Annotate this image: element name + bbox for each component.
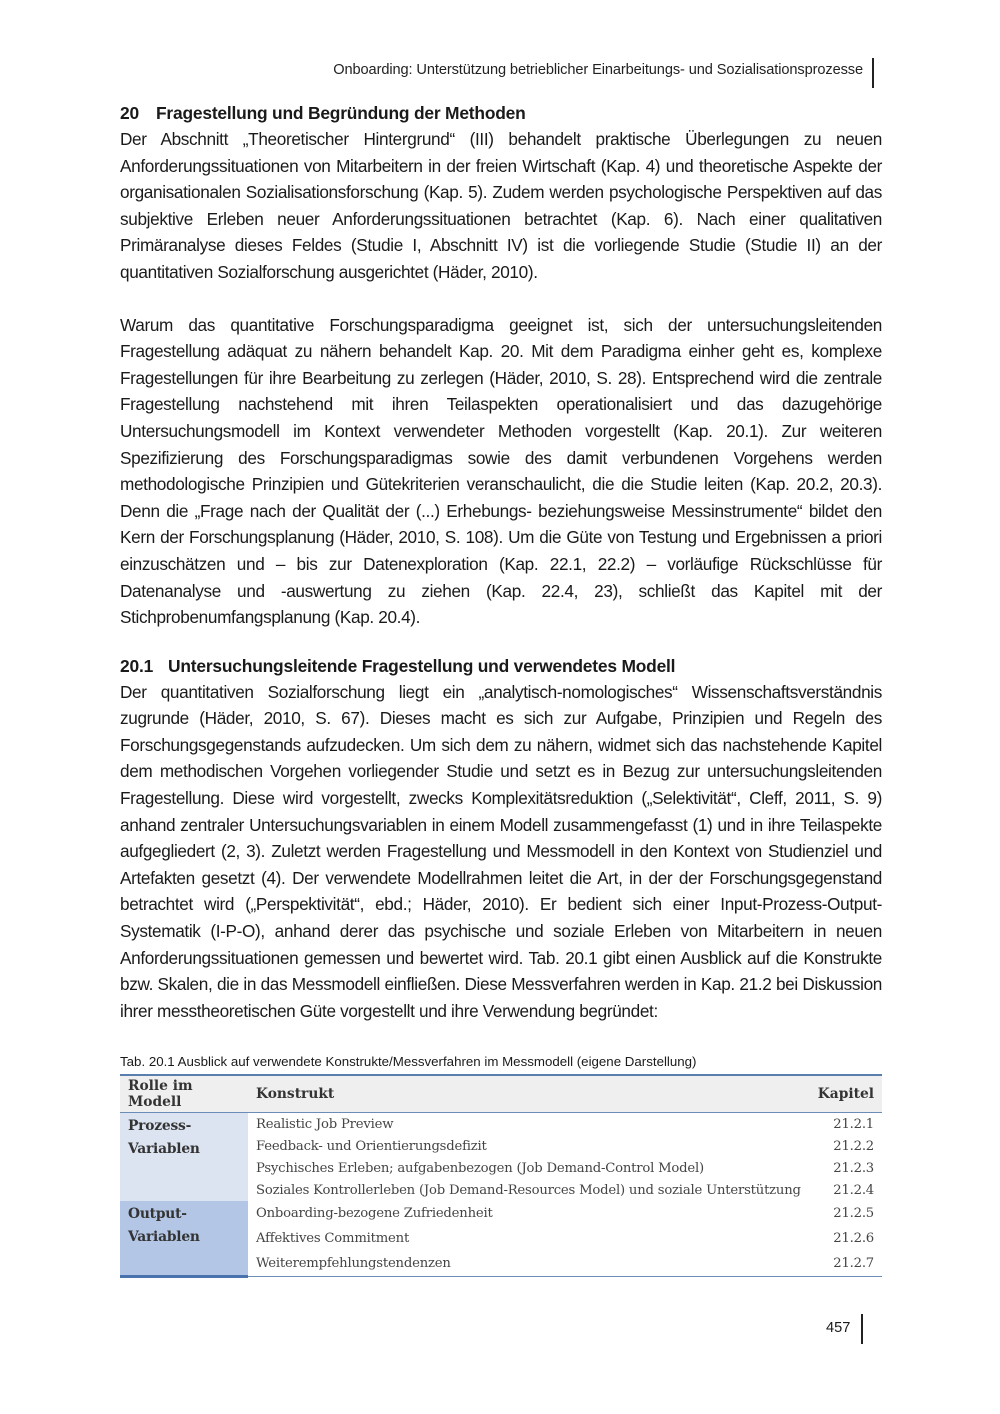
paragraph: Der Abschnitt „Theoretischer Hintergrund“ (III) behandelt praktische Überlegungen zu neuen Anforderungssituationen von Mitarbeitern in der freien Wirtschaft (Kap. 4) und theoretische Aspekte der organisationalen Sozialisationsforschung (Kap. 5). Zudem werden psychologische Perspektiven auf das subjektive Erleben neuer Anforderungssituationen betrachtet (Kap. 6). Nach einer qualitativen Primäranalyse dieses Feldes (Studie I, Abschnitt IV) ist die vorliegende Studie (Studie II) an der quantitativen Sozialforschung ausgerichtet (Häder, 2010). — [120, 129, 882, 282]
table-caption: Tab. 20.1 Ausblick auf verwendete Konstrukte/Messverfahren im Messmodell (eigene Darstellung) — [120, 1054, 697, 1070]
chapter-cell: 21.2.2 — [833, 1138, 874, 1154]
paragraph: Warum das quantitative Forschungsparadigma geeignet ist, sich der untersuchungsleitenden Fragestellung adäquat zu nähern behandelt Kap. 20. Mit dem Paradigma einher geht es, komplexe Fragestellungen für ihre Bearbeitung zu zerlegen (Häder, 2010, S. 28). Entsprechend wird die zentrale Fragestellung nachstehend mit ihren Teilaspekten operationalisiert und das dazugehörige Untersuchungsmodell im Kontext verwendeter Methoden vorgestellt (Kap. 20.1). Zur weiteren Spezifizierung des Forschungsparadigmas sowie des damit verbundenen Vorgehens werden methodologische Prinzipien und Gütekriterien veranschaulicht, die die Studie leiten (Kap. 20.2, 20.3). Denn die „Frage nach der Qualität der (...) Erhebungs- beziehungsweise Messinstrumente“ bildet den Kern der Forschungsplanung (Häder, 2010, S. 108). Um die Güte von Testung und Ergebnissen a priori einzuschätzen und – bis zur Datenexploration (Kap. 22.1, 22.2) – vorläufige Rückschlüsse für Datenanalyse und -auswertung zu ziehen (Kap. 22.4, 23), schließt das Kapitel mit der Stichprobenumfangsplanung (Kap. 20.4). — [120, 314, 882, 628]
section-heading — [120, 100, 882, 126]
role-cell-process — [120, 1113, 248, 1202]
column-header-role: Rolle im Modell — [128, 1078, 193, 1111]
table-header-row — [120, 1075, 882, 1113]
subsection-title: Untersuchungsleitende Fragestellung und verwendetes Modell — [168, 655, 676, 676]
chapter-cell: 21.2.5 — [833, 1206, 874, 1222]
construct-cell: Soziales Kontrollerleben (Job Demand-Resources Model) und soziale Unterstützung — [256, 1182, 801, 1198]
running-header: Onboarding: Unterstützung betrieblicher Einarbeitungs- und Sozialisationsprozesse — [333, 62, 863, 78]
subsection-number: 20.1 — [120, 655, 154, 676]
footer-divider — [861, 1314, 863, 1344]
table-row — [120, 1113, 882, 1136]
construct-cell: Weiterempfehlungstendenzen — [248, 1251, 810, 1277]
chapter-cell: 21.2.3 — [833, 1160, 874, 1176]
header-divider — [872, 58, 874, 88]
chapter-cell: 21.2.7 — [810, 1251, 882, 1277]
page-content — [120, 100, 882, 1278]
role-label: Variablen — [128, 1229, 200, 1246]
column-header-construct: Konstrukt — [256, 1086, 335, 1103]
chapter-cell: 21.2.4 — [833, 1182, 874, 1198]
constructs-table — [120, 1074, 882, 1278]
paragraph: Der quantitativen Sozialforschung liegt ein „analytisch-nomologisches“ Wissenschaftsverständnis zugrunde (Häder, 2010, S. 67). Dieses macht es sich zur Aufgabe, Prinzipien und Regeln des Forschungsgegenstands aufzudecken. Um sich dem zu nähern, widmet sich das nachstehende Kapitel dem methodischen Vorgehen vorliegender Studie und setzt es in Bezug zur untersuchungsleitenden Fragestellung. Diese wird vorgestellt, zwecks Komplexitätsreduktion („Selektivität“, Cleff, 2011, S. 9) anhand zentraler Untersuchungsvariablen in einem Modell zusammengefasst (1) und in ihre Teilaspekte aufgegliedert (2, 3). Zuletzt werden Fragestellung und Messmodell in den Kontext von Studienziel und Artefakten gesetzt (4). Der verwendete Modellrahmen leitet die Art, in der der Forschungsgegenstand betrachtet wird („Perspektivität“, ebd.; Häder, 2010). Er bedient sich einer Input-Prozess-Output-Systematik (I-P-O), anhand derer das psychische und soziale Erleben von Mitarbeitern in neuen Anforderungssituationen gemessen und bewertet wird. Tab. 20.1 gibt einen Ausblick auf die Konstrukte bzw. Skalen, die in das Messmodell einfließen. Diese Messverfahren werden in Kap. 21.2 bei Diskussion ihrer messtheoretischen Güte vorgestellt und ihre Verwendung begründet: — [120, 681, 882, 1021]
page-number: 457 — [826, 1320, 851, 1336]
section-title: Fragestellung und Begründung der Methoden — [156, 103, 526, 123]
role-label: Output- — [128, 1206, 187, 1223]
construct-cell: Realistic Job Preview — [256, 1116, 394, 1132]
role-cell-output — [120, 1201, 248, 1277]
construct-cell: Psychisches Erleben; aufgabenbezogen (Job Demand-Control Model) — [256, 1160, 704, 1176]
construct-cell: Affektives Commitment — [256, 1231, 410, 1247]
role-label: Prozess- — [128, 1118, 192, 1135]
table-row — [120, 1201, 882, 1226]
section-number: 20 — [120, 103, 139, 123]
chapter-cell: 21.2.1 — [833, 1116, 874, 1132]
construct-cell: Feedback- und Orientierungsdefizit — [256, 1138, 487, 1154]
construct-cell: Onboarding-bezogene Zufriedenheit — [256, 1206, 493, 1222]
role-label: Variablen — [128, 1141, 200, 1158]
subsection-heading — [120, 653, 882, 679]
chapter-cell: 21.2.6 — [833, 1231, 874, 1247]
column-header-chapter: Kapitel — [817, 1086, 874, 1103]
